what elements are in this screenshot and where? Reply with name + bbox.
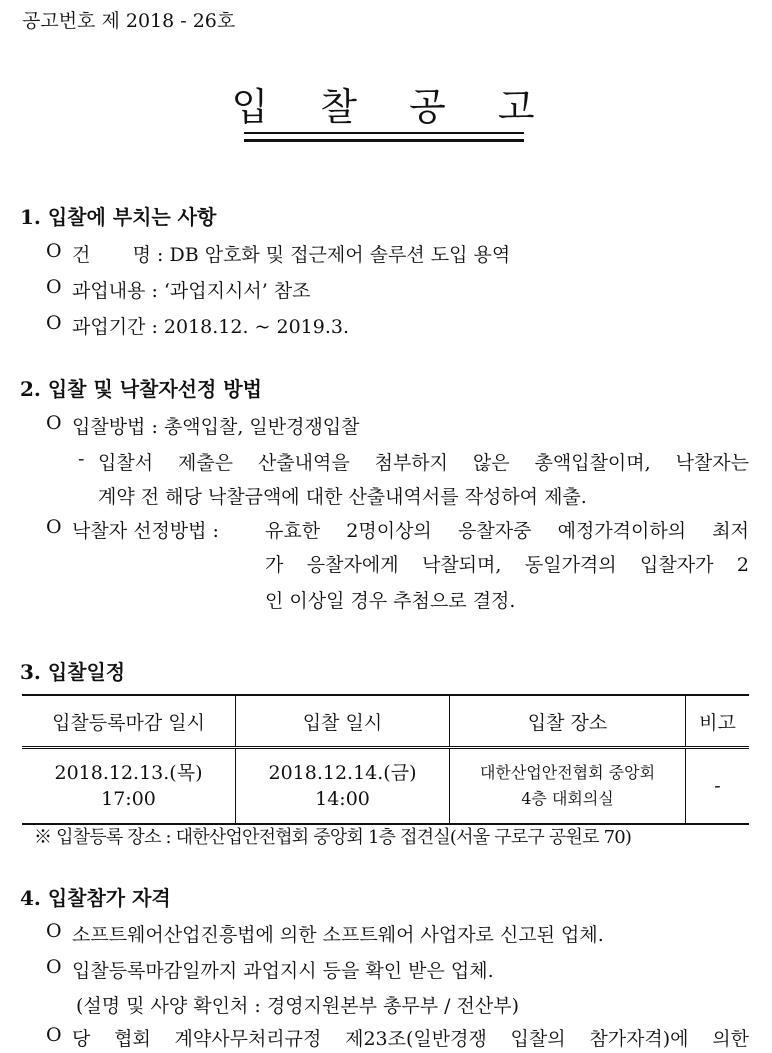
section2-selection-bullet: O xyxy=(46,516,62,538)
cell-registration-deadline xyxy=(22,748,236,825)
section2-selection-line2: 가 응찰자에게 낙찰되며, 동일가격의 입찰자가 2 xyxy=(265,554,749,576)
section4-item-bullet: O xyxy=(46,956,62,978)
section4-heading: 4. 입찰참가 자격 xyxy=(20,886,171,910)
section1-item-bullet: O xyxy=(46,276,62,298)
section4-item-confirmed: 입찰등록마감일까지 과업지시 등을 확인 받은 업체. xyxy=(72,960,494,982)
header-bid-datetime: 입찰 일시 xyxy=(236,695,450,748)
section4-item-regulation: 당 협회 계약사무처리규정 제23조(일반경쟁 입찰의 참가자격)에 의한 xyxy=(72,1028,749,1050)
section2-method-bullet: O xyxy=(46,412,62,434)
header-registration-deadline: 입찰등록마감 일시 xyxy=(22,695,236,748)
section4-item-bullet: O xyxy=(46,1024,62,1046)
section2-heading: 2. 입찰 및 낙찰자선정 방법 xyxy=(20,377,262,401)
title-underline-thin xyxy=(244,132,524,134)
section2-selection-line1: 유효한 2명이상의 응찰자중 예정가격이하의 최저 xyxy=(265,520,749,542)
header-remarks: 비고 xyxy=(686,695,750,748)
cell-remarks: - xyxy=(686,748,750,825)
bid-date: 2018.12.14.(금) xyxy=(268,762,417,784)
header-bid-place: 입찰 장소 xyxy=(450,695,686,748)
section3-heading: 3. 입찰일정 xyxy=(20,660,126,684)
table-row xyxy=(22,748,749,825)
section2-sub-line1: 입찰서 제출은 산출내역을 첨부하지 않은 총액입찰이며, 낙찰자는 xyxy=(98,452,749,474)
section2-sub-dash: - xyxy=(78,448,85,470)
bid-schedule-table xyxy=(22,694,749,825)
section1-heading: 1. 입찰에 부치는 사항 xyxy=(20,205,217,229)
place-line2: 4층 대회의실 xyxy=(521,789,614,808)
reg-date: 2018.12.13.(목) xyxy=(54,762,203,784)
cell-bid-datetime xyxy=(236,748,450,825)
place-line1: 대한산업안전협회 중앙회 xyxy=(479,763,656,782)
section1-item-bullet: O xyxy=(46,312,62,334)
section2-selection-line3: 인 이상일 경우 추첨으로 결정. xyxy=(265,590,516,612)
cell-bid-place xyxy=(450,748,686,825)
registration-place-footnote: ※ 입찰등록 장소 : 대한산업안전협회 중앙회 1층 접견실(서울 구로구 공원로 70) xyxy=(34,827,632,848)
bid-time: 14:00 xyxy=(315,788,370,810)
section1-item-project-name: 건 명 : DB 암호화 및 접근제어 솔루션 도입 용역 xyxy=(72,244,511,266)
reg-time: 17:00 xyxy=(101,788,156,810)
notice-number: 공고번호 제 2018 - 26호 xyxy=(22,10,236,32)
table-header-row xyxy=(22,695,749,748)
section4-item-contact-note: (설명 및 사양 확인처 : 경영지원본부 총무부 / 전산부) xyxy=(76,995,520,1017)
section4-item-software-company: 소프트웨어산업진흥법에 의한 소프트웨어 사업자로 신고된 업체. xyxy=(72,924,604,946)
section1-item-period: 과업기간 : 2018.12. ~ 2019.3. xyxy=(72,316,350,338)
page-title: 입 찰 공 고 xyxy=(231,85,555,129)
section1-item-bullet: O xyxy=(46,240,62,262)
section4-item-bullet: O xyxy=(46,920,62,942)
section1-item-scope: 과업내용 : ‘과업지시서’ 참조 xyxy=(72,280,311,302)
section2-selection-label: 낙찰자 선정방법 : xyxy=(72,520,219,542)
section2-method: 입찰방법 : 총액입찰, 일반경쟁입찰 xyxy=(72,416,360,438)
section2-sub-line2: 계약 전 해당 낙찰금액에 대한 산출내역서를 작성하여 제출. xyxy=(98,486,587,508)
title-underline-thick xyxy=(244,139,524,142)
